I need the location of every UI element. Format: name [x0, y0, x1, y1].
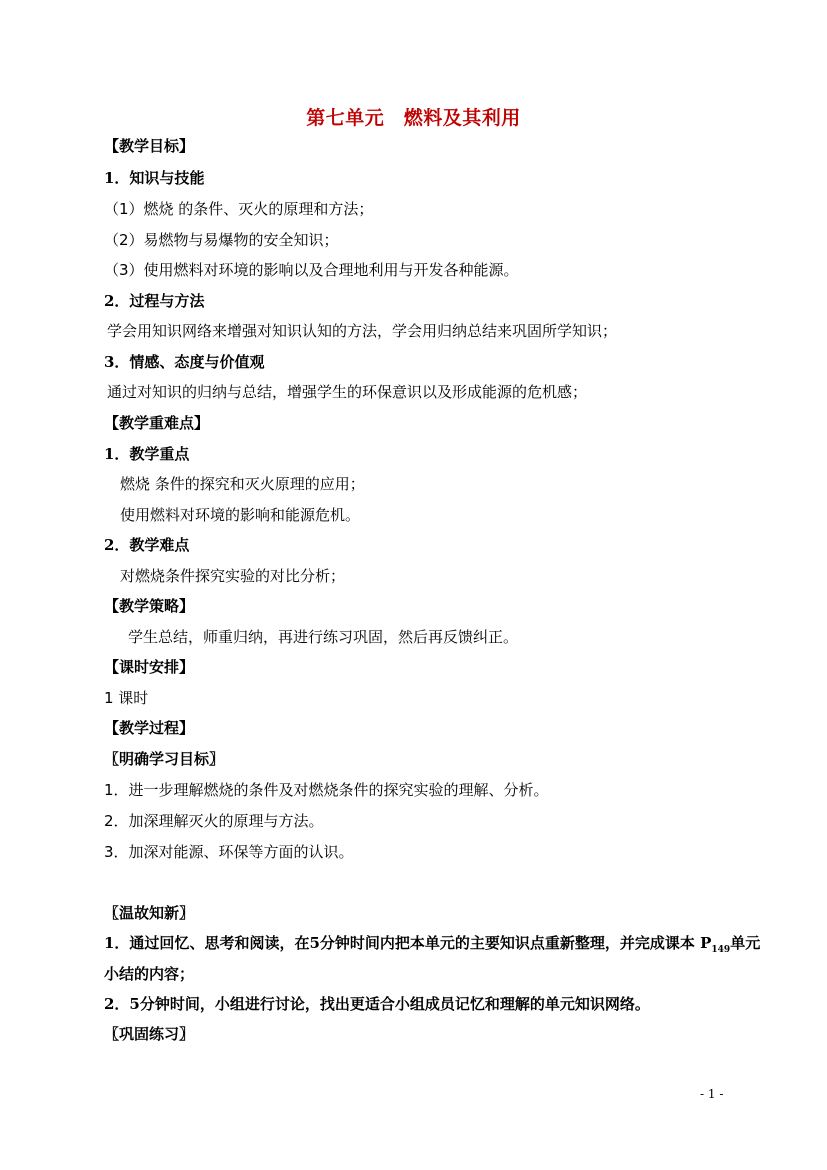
knowledge-skills-title: 1．知识与技能	[104, 169, 205, 187]
objective-item: （2）易燃物与易爆物的安全知识；	[104, 231, 339, 249]
page-subscript: 149	[711, 945, 731, 955]
review-item	[104, 933, 760, 960]
attitude-title: 3．情感、态度与价值观	[104, 353, 265, 371]
review-item-text: 1．通过回忆、思考和阅读，在5分钟时间内把本单元的主要知识点重新整理，并完成课本 P	[104, 934, 712, 952]
page-number: - 1 -	[700, 1087, 724, 1101]
strategy-header: 【教学策略】	[104, 597, 195, 615]
objective-item: （3）使用燃料对环境的影响以及合理地利用与开发各种能源。	[104, 261, 519, 279]
keypoints-header: 【教学重难点】	[104, 414, 210, 432]
process-header: 【教学过程】	[104, 719, 195, 737]
key-point-title: 1．教学重点	[104, 445, 190, 463]
review-item: 2．5分钟时间，小组进行讨论，找出更适合小组成员记忆和理解的单元知识网络。	[104, 995, 650, 1013]
schedule-text: 1 课时	[104, 689, 149, 707]
key-point-item: 使用燃料对环境的影响和能源危机。	[120, 506, 361, 524]
key-point-item: 燃烧 条件的探究和灭火原理的应用；	[120, 475, 365, 493]
difficulty-title: 2．教学难点	[104, 536, 190, 554]
strategy-text: 学生总结，师重归纳，再进行练习巩固，然后再反馈纠正。	[128, 628, 519, 646]
process-method-text: 学会用知识网络来增强对知识认知的方法，学会用归纳总结来巩固所学知识；	[107, 322, 618, 340]
difficulty-text: 对燃烧条件探究实验的对比分析；	[120, 567, 346, 585]
objective-item: （1）燃烧 的条件、灭火的原理和方法；	[104, 200, 374, 218]
review-item-text-end: 单元	[730, 934, 761, 952]
objectives-header: 【教学目标】	[104, 137, 195, 155]
attitude-text: 通过对知识的归纳与总结，增强学生的环保意识以及形成能源的危机感；	[107, 383, 588, 401]
goal-item: 1．进一步理解燃烧的条件及对燃烧条件的探究实验的理解、分析。	[104, 781, 549, 799]
practice-header: 〖巩固练习〗	[104, 1025, 195, 1043]
page-title: 第七单元 燃料及其利用	[306, 107, 521, 129]
review-header: 〖温故知新〗	[104, 904, 195, 922]
schedule-header: 【课时安排】	[104, 658, 195, 676]
goals-header: 〖明确学习目标〗	[104, 750, 225, 768]
review-item-continuation: 小结的内容；	[104, 965, 195, 983]
goal-item: 3．加深对能源、环保等方面的认识。	[104, 843, 354, 861]
process-method-title: 2．过程与方法	[104, 292, 205, 310]
goal-item: 2．加深理解灭火的原理与方法。	[104, 812, 324, 830]
